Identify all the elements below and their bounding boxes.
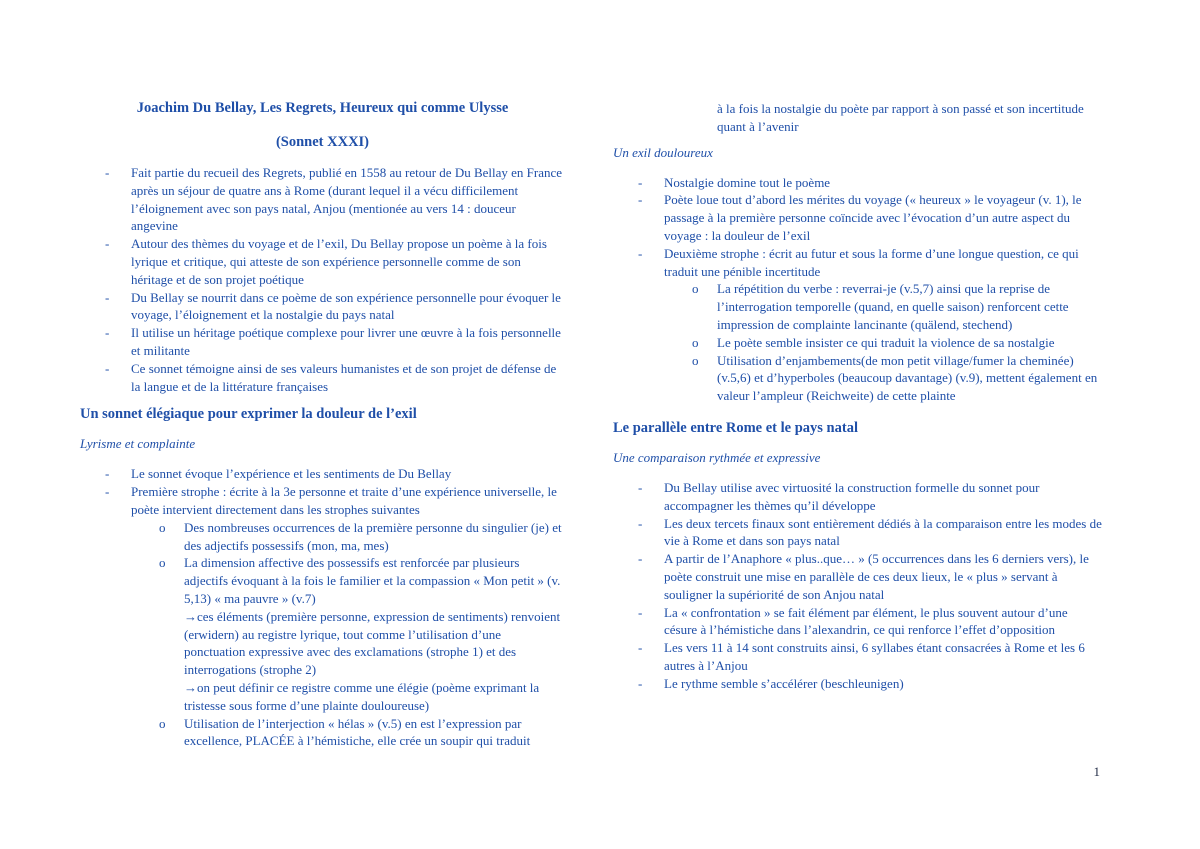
left-column <box>80 98 565 750</box>
list-item: - Les deux tercets finaux sont entièrement dédiés à la comparaison entre les modes de vie à Rome et dans son pays natal <box>638 515 1102 549</box>
list-item: o Utilisation de l’interjection « hélas » (v.5) en est l’expression par excellence, PLACÉE à l’hémistiche, elle crée un soupir qui traduit <box>159 715 531 749</box>
list-item: o Utilisation d’enjambements(de mon petit village/fumer la cheminée) (v.5,6) et d’hyperboles (beaucoup davantage) (v.9), mettent également en valeur l’ampleur (Reichweite) de cette plainte <box>692 352 1098 404</box>
right-column <box>613 100 1103 693</box>
list-item: o Des nombreuses occurrences de la première personne du singulier (je) et des adjectifs possessifs (mon, ma, mes) <box>159 519 562 553</box>
arrow-note: →ces éléments (première personne, expression de sentiments) renvoient (erwidern) au registre lyrique, tout comme l’utilisation d’une ponctuation expressive avec des exclamations (strophe 1) et des interrogations (strophe 2) <box>184 608 561 678</box>
document-subtitle: (Sonnet XXXI) <box>275 134 370 150</box>
list-item: o La dimension affective des possessifs est renforcée par plusieurs adjectifs évoquant à la fois le familier et la compassion « Mon petit » (v. 5,13) « ma pauvre » (v.7) →ces éléments (première personne, expression de sentiments) renvoient (erwidern) au registre lyrique, tout comme l’utilisation d’une ponctuation expressive avec des exclamations (strophe 1) et des interrogations (strophe 2) →on peut définir ce registre comme une élégie (poème exprimant la tristesse sous forme d’une plainte douloureuse) <box>133 554 565 714</box>
list-item: - Ce sonnet témoigne ainsi de ses valeurs humanistes et de son projet de défense de la langue et de la littérature françaises <box>105 360 557 394</box>
exil-list <box>613 174 1103 405</box>
list-item: o La répétition du verbe : reverrai-je (v.5,7) ainsi que la reprise de l’interrogation temporelle (quand, en quelle saison) renforcent cette impression de complainte lancinante (quälend, stechend) <box>692 281 1069 332</box>
list-item: - Il utilise un héritage poétique complexe pour livrer une œuvre à la fois personnelle et militante <box>105 325 561 358</box>
continuation-text: à la fois la nostalgie du poète par rapport à son passé et son incertitude quant à l’avenir <box>717 101 1084 134</box>
lyrisme-list <box>80 465 565 750</box>
comparaison-list <box>613 479 1103 693</box>
list-item: - Les vers 11 à 14 sont construits ainsi, 6 syllabes étant consacrées à Rome et les 6 autres à l’Anjou <box>638 640 1085 673</box>
list-item: - Deuxième strophe : écrit au futur et sous la forme d’une longue question, ce qui traduit une pénible incertitude o La répétition du verbe : reverrai-je (v.5,7) ainsi que la reprise de l’interrogation temporelle (quand, en quelle saison) renforcent cette impression de complainte lancinante (quälend, stechend) o Le poète semble insister ce qui traduit la violence de sa nostalgie o Utilisation d’enjambements(de mon petit village/fumer la cheminée) (v.5,6) et d’hyperboles (beaucoup davantage) (v.9), mettent également en valeur l’ampleur (Reichweite) de cette plainte <box>613 245 1103 405</box>
list-item: - Autour des thèmes du voyage et de l’exil, Du Bellay propose un poème à la fois lyrique et critique, qui atteste de son expérience personnelle comme de son héritage et de son projet poétique <box>105 236 547 287</box>
subsection-heading: Un exil douloureux <box>613 144 713 160</box>
page-number: 1 <box>1093 764 1100 779</box>
list-item: - La « confrontation » se fait élément par élément, le plus souvent autour d’une césure à l’hémistiche dans l’alexandrin, ce qui renforce l’effet d’opposition <box>638 604 1068 638</box>
sub-list <box>131 519 565 750</box>
list-item: - Première strophe : écrite à la 3e personne et traite d’une expérience universelle, le poète intervient directement dans les strophes suivantes o Des nombreuses occurrences de la première personne du singulier (je) et des adjectifs possessifs (mon, ma, mes) o La dimension affective des possessifs est renforcée par plusieurs adjectifs évoquant à la fois le familier et la compassion « Mon petit » (v. 5,13) « ma pauvre » (v.7) →ces éléments (première personne, expression de sentiments) renvoient (erwidern) au registre lyrique, tout comme l’utilisation d’une ponctuation expressive avec des exclamations (strophe 1) et des interrogations (strophe 2) →on peut définir ce registre comme une élégie (poème exprimant la tristesse sous forme d’une plainte douloureuse) o Utilisation de l’interjection « hélas » (v.5) en est l’expression par excellence, PLACÉE à l’hémistiche, elle crée un soupir qui traduit <box>80 483 565 750</box>
list-item: - Le rythme semble s’accélérer (beschleunigen) <box>638 675 904 691</box>
arrow-note: →on peut définir ce registre comme une élégie (poème exprimant la tristesse sous forme d’une plainte douloureuse) <box>184 679 540 713</box>
list-item: - Nostalgie domine tout le poème <box>638 174 831 190</box>
intro-list <box>80 164 565 395</box>
list-item: - A partir de l’Anaphore « plus..que… » (5 occurrences dans les 6 derniers vers), le poète construit une mise en parallèle de ces deux lieux, le « plus » servant à souligner la supériorité de son Anjou natal <box>638 551 1089 602</box>
list-item: o Le poète semble insister ce qui traduit la violence de sa nostalgie <box>692 334 1055 350</box>
document-title: Joachim Du Bellay, Les Regrets, Heureux qui comme Ulysse <box>136 100 509 116</box>
list-item: - Du Bellay se nourrit dans ce poème de son expérience personnelle pour évoquer le voyage, l’éloignement et la nostalgie du pays natal <box>105 289 561 323</box>
list-item: - Du Bellay utilise avec virtuosité la construction formelle du sonnet pour accompagner les thèmes qu’il développe <box>638 479 1040 513</box>
list-item: - Poète loue tout d’abord les mérites du voyage (« heureux » le voyageur (v. 1), le passage à la première personne coïncide avec l’évocation d’un autre aspect du voyage : la douleur de l’exil <box>638 192 1082 243</box>
section-heading: Un sonnet élégiaque pour exprimer la douleur de l’exil <box>80 406 417 423</box>
list-item: - Fait partie du recueil des Regrets, publié en 1558 au retour de Du Bellay en France après un séjour de quatre ans à Rome (durant lequel il a vécu difficilement l’éloignement avec son pays natal, Anjou (mentionée au vers 14 : douceur angevine <box>105 165 563 234</box>
subsection-heading: Lyrisme et complainte <box>80 436 196 452</box>
list-item: - Le sonnet évoque l’expérience et les sentiments de Du Bellay <box>105 466 452 482</box>
subsection-heading: Une comparaison rythmée et expressive <box>613 449 821 465</box>
sub-list <box>664 280 1103 405</box>
section-heading: Le parallèle entre Rome et le pays natal <box>613 419 858 436</box>
